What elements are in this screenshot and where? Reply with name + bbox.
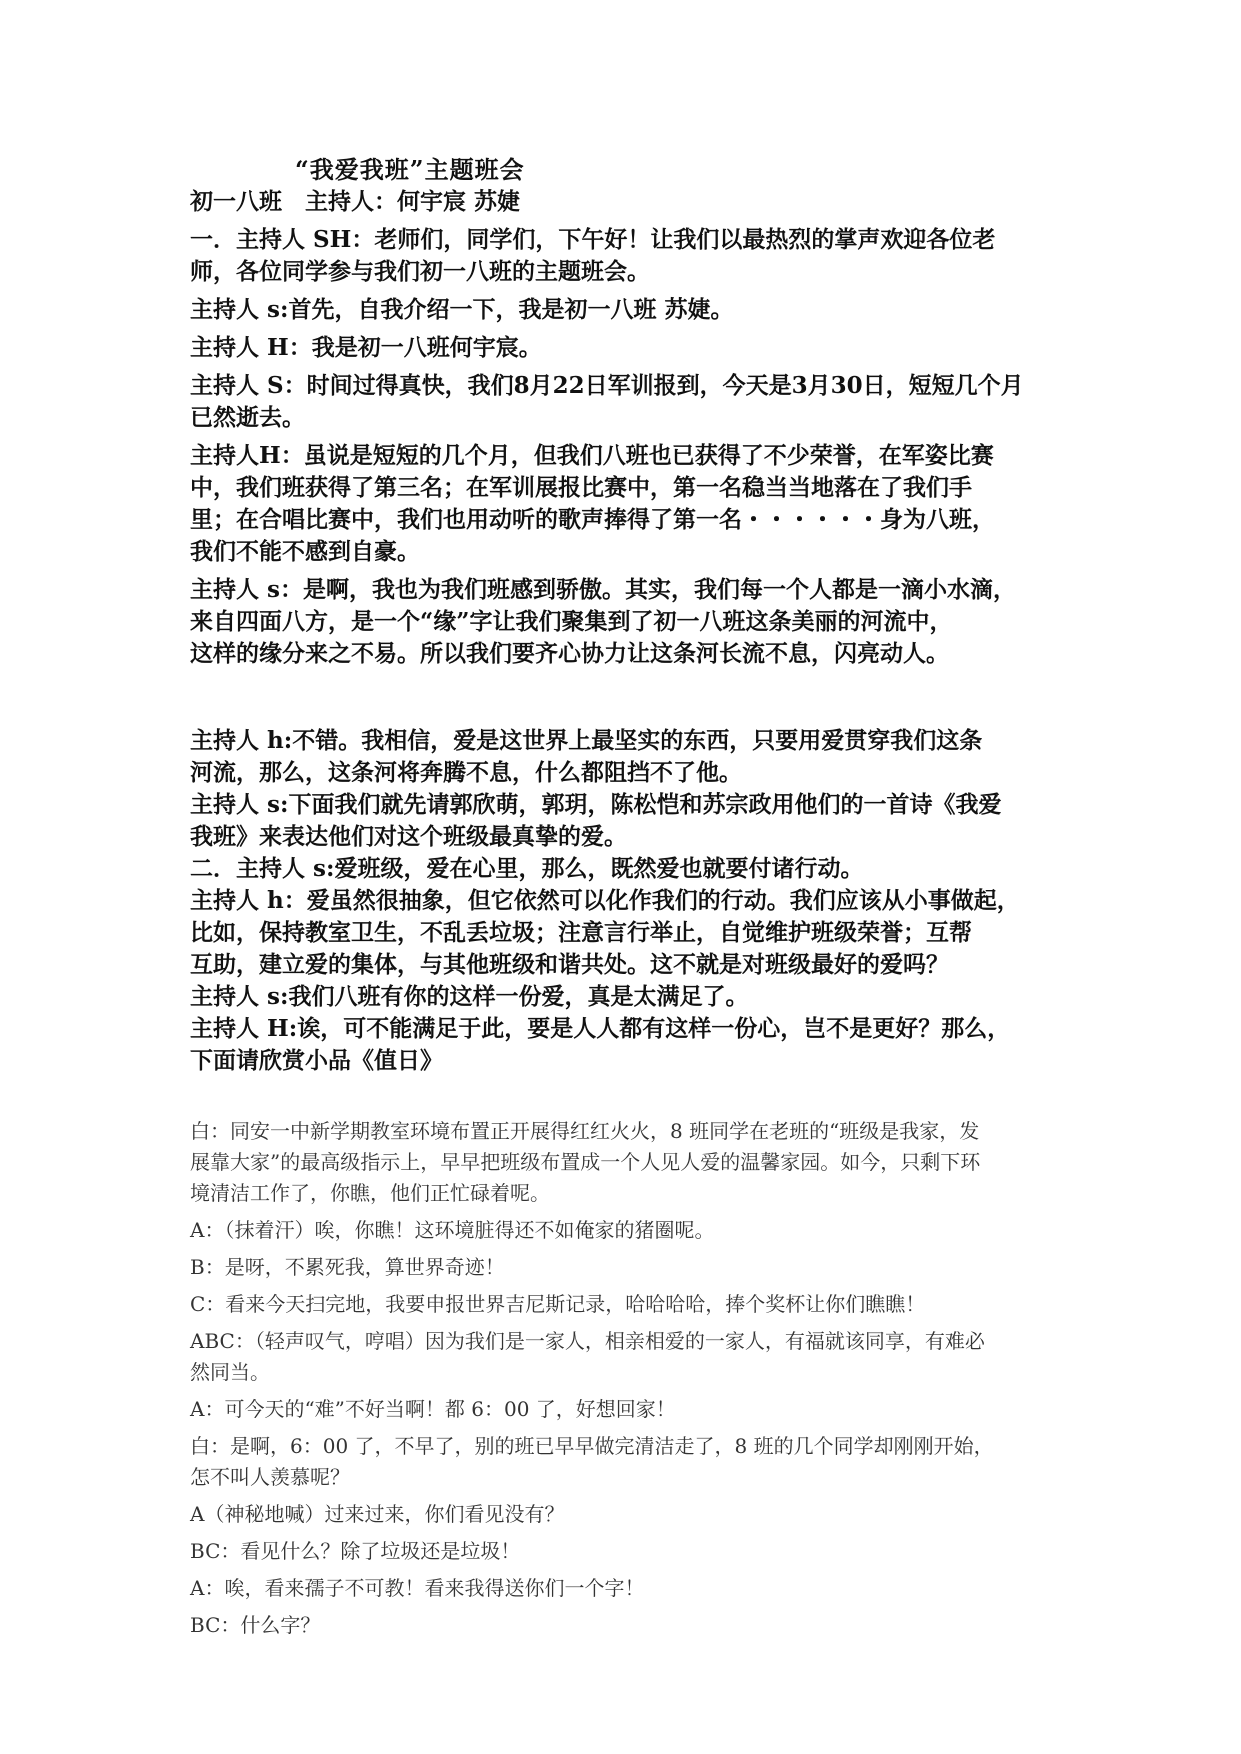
- paragraph: [190, 440, 1060, 568]
- text-line: B：是呀，不累死我，算世界奇迹！: [190, 1255, 505, 1279]
- text-line: A（神秘地喊）过来过来，你们看见没有？: [190, 1502, 565, 1526]
- skit-paragraph: [190, 1499, 1060, 1530]
- text-line: 主持人H：虽说是短短的几个月，但我们八班也已获得了不少荣誉，在军姿比赛: [190, 442, 994, 469]
- paragraph: [190, 332, 1060, 364]
- text-line: 主持人 s:首先，自我介绍一下，我是初一八班 苏婕。: [190, 296, 734, 323]
- paragraph: [190, 224, 1060, 288]
- skit-paragraph: [190, 1289, 1060, 1320]
- text-line: 白：同安一中新学期教室环境布置正开展得红红火火，8 班同学在老班的“班级是我家，发: [190, 1119, 980, 1143]
- text-line: 主持人 S：时间过得真快，我们8月22日军训报到，今天是3月30日，短短几个月: [190, 372, 1024, 399]
- text-line: BC：什么字？: [190, 1613, 321, 1637]
- skit-paragraph: [190, 1394, 1060, 1425]
- text-line: 来自四面八方，是一个“缘”字让我们聚集到了初一八班这条美丽的河流中，: [190, 608, 953, 635]
- text-line: 主持人 h:不错。我相信，爱是这世界上最坚实的东西，只要用爱贯穿我们这条: [190, 727, 983, 754]
- text-line: 河流，那么，这条河将奔腾不息，什么都阻挡不了他。: [190, 759, 742, 786]
- text-line: 一．主持人 SH：老师们，同学们，下午好！让我们以最热烈的掌声欢迎各位老: [190, 226, 996, 253]
- text-line: A：唉，看来孺子不可教！看来我得送你们一个字！: [190, 1576, 645, 1600]
- skit-paragraph: [190, 1326, 1060, 1388]
- host-script-part2: [190, 725, 1060, 1077]
- text-line: 互助，建立爱的集体，与其他班级和谐共处。这不就是对班级最好的爱吗？: [190, 951, 949, 978]
- text-line: 主持人 H:诶，可不能满足于此，要是人人都有这样一份心，岂不是更好？那么，: [190, 1015, 1011, 1042]
- text-line: ABC：（轻声叹气，哼唱）因为我们是一家人，相亲相爱的一家人，有福就该同享，有难必: [190, 1329, 985, 1353]
- skit-paragraph: [190, 1573, 1060, 1604]
- text-line: BC：看见什么？除了垃圾还是垃圾！: [190, 1539, 521, 1563]
- host-script-part1: [190, 186, 1060, 670]
- text-line: 主持人 s:下面我们就先请郭欣萌，郭玥，陈松恺和苏宗政用他们的一首诗《我爱: [190, 791, 1002, 818]
- text-line: 怎不叫人羡慕呢？: [190, 1465, 350, 1489]
- skit-paragraph: [190, 1252, 1060, 1283]
- text-line: 境清洁工作了，你瞧，他们正忙碌着呢。: [190, 1181, 550, 1205]
- text-line: 已然逝去。: [190, 404, 305, 431]
- skit-paragraph: [190, 1536, 1060, 1567]
- text-line: 下面请欣赏小品《值日》: [190, 1047, 443, 1074]
- text-line: 我们不能不感到自豪。: [190, 538, 420, 565]
- text-line: 中，我们班获得了第三名；在军训展报比赛中，第一名稳当当地落在了我们手: [190, 474, 972, 501]
- text-line: A：可今天的“难”不好当啊！都 6：00 了，好想回家！: [190, 1397, 676, 1421]
- text-line: 主持人 s：是啊，我也为我们班感到骄傲。其实，我们每一个人都是一滴小水滴，: [190, 576, 1016, 603]
- text-line: 这样的缘分来之不易。所以我们要齐心协力让这条河长流不息，闪亮动人。: [190, 640, 949, 667]
- paragraph: [190, 294, 1060, 326]
- text-line: C：看来今天扫完地，我要申报世界吉尼斯记录，哈哈哈哈，捧个奖杯让你们瞧瞧！: [190, 1292, 926, 1316]
- text-line: 师，各位同学参与我们初一八班的主题班会。: [190, 258, 650, 285]
- text-line: 主持人 s:我们八班有你的这样一份爱，真是太满足了。: [190, 983, 749, 1010]
- paragraph: [190, 574, 1060, 670]
- paragraph: [190, 370, 1060, 434]
- skit-paragraph: [190, 1116, 1060, 1209]
- skit-paragraph: [190, 1610, 1060, 1641]
- text-line: 然同当。: [190, 1360, 270, 1384]
- text-line: A：（抹着汗）唉，你瞧！这环境脏得还不如俺家的猪圈呢。: [190, 1218, 715, 1242]
- text-line: 二．主持人 s:爱班级，爱在心里，那么，既然爱也就要付诸行动。: [190, 855, 864, 882]
- text-line: 白：是啊，6：00 了，不早了，别的班已早早做完清洁走了，8 班的几个同学却刚刚开始，: [190, 1434, 994, 1458]
- skit-paragraph: [190, 1431, 1060, 1493]
- skit-script: [190, 1116, 1060, 1647]
- text-line: 主持人 H：我是初一八班何宇宸。: [190, 334, 542, 361]
- text-line: 主持人 h：爱虽然很抽象，但它依然可以化作我们的行动。我们应该从小事做起，: [190, 887, 1020, 914]
- document-title: “我爱我班”主题班会: [295, 155, 525, 184]
- class-host-line: 初一八班 主持人：何宇宸 苏婕: [190, 188, 521, 215]
- text-line: 比如，保持教室卫生，不乱丢垃圾；注意言行举止，自觉维护班级荣誉；互帮: [190, 919, 972, 946]
- text-line: 我班》来表达他们对这个班级最真挚的爱。: [190, 823, 627, 850]
- text-line: 展靠大家”的最高级指示上，早早把班级布置成一个人见人爱的温馨家园。如今，只剩下环: [190, 1150, 981, 1174]
- skit-paragraph: [190, 1215, 1060, 1246]
- text-line: 里；在合唱比赛中，我们也用动听的歌声捧得了第一名・・・・・・身为八班，: [190, 506, 995, 533]
